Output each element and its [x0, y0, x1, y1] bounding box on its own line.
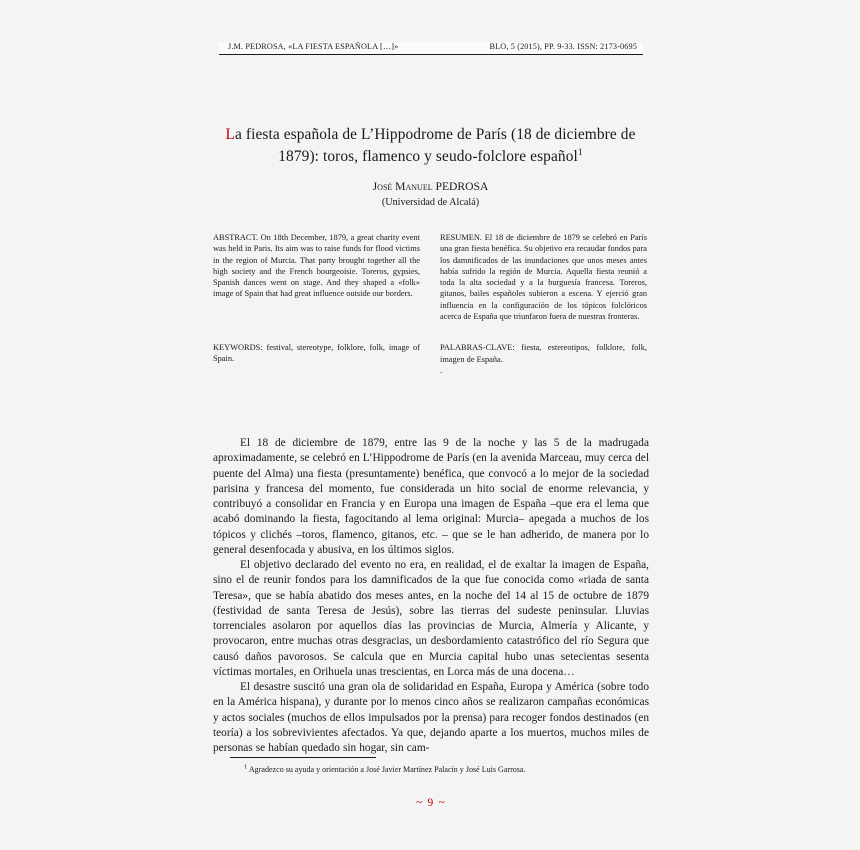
- abstract-english: [213, 232, 420, 300]
- author-affiliation: (Universidad de Alcalá): [381, 197, 480, 209]
- body-text: [213, 436, 649, 756]
- title-block: [213, 124, 648, 168]
- abstract-columns: [213, 232, 648, 376]
- body-paragraph: El objetivo declarado del evento no era, en realidad, el de exaltar la imagen de España, sino el de reunir fondos para los damnificados de la que fue conocida como «riada de santa Teresa», que se había abatido dos meses antes, en la noche del 14 al 15 de octubre de 1879 (festividad de santa Teresa de Jesús), sobre las tierras del sudeste peninsular. Lluvias torrenciales asolaron por aquellos días las provincias de Murcia, Almería y Alicante, y provocaron, entre muchas otras desgracias, un desbordamiento catastrófico del río Segura que causó daños pavorosos. Se calcula que en Murcia capital hubo unas setecientas sesenta víctimas mortales, en Orihuela unas trescientas, en Lorca más de una docena…: [213, 559, 649, 678]
- title-footnote-marker: 1: [577, 147, 583, 158]
- abstract-column-english: [213, 232, 420, 376]
- abstract-english-text: On 18th December, 1879, a great charity event was held in Paris. Its aim was to raise funds for flood victims in the region of Murcia. That party brought together all the high society and the French bourgeoisie. Toreros, gypsies, Spanish dances went on stage. And they shaped a «folk» image of Spain that had great influence outside our borders.: [213, 233, 420, 299]
- abstract-english-label: ABSTRACT.: [213, 233, 259, 242]
- abstract-spanish-label: RESUMEN.: [440, 233, 482, 242]
- abstract-column-spanish: [440, 232, 647, 376]
- keywords-english: [213, 342, 420, 365]
- footnote-separator-rule: [230, 757, 376, 758]
- footnote-number: 1: [244, 763, 248, 771]
- keywords-english-label: KEYWORDS:: [213, 342, 263, 352]
- footnote: [213, 765, 649, 776]
- keywords-spanish-text: fiesta, estereotipos, folklore, folk, imagen de España.: [440, 343, 647, 364]
- body-paragraph: El desastre suscitó una gran ola de solidaridad en España, Europa y América (sobre todo en la América hispana), y durante por lo menos cinco años se realizaron campañas económicas y actos sociales (muchos de ellos impulsados por la prensa) para recoger fondos destinados (en teoría) a los sobrevivientes afectados. Ya que, dejando aparte a los muertos, muchos miles de personas se habían quedado sin hogar, sin cam-: [213, 681, 649, 754]
- title-dropcap: L: [225, 126, 235, 143]
- abstract-spanish-text: El 18 de diciembre de 1879 se celebró en París una gran fiesta benéfica. Su objetivo era recaudar fondos para los damnificados de las inundaciones que unos meses antes había sufrido la región de Murcia. Aquella fiesta reunió a toda la alta sociedad y a la burguesía francesa. Toreros, gitanos, bailes españoles subieron a escena. Y ejerció gran influencia en la configuración de los tópicos folclóricos acerca de España que triunfaron fuera de nuestras fronteras.: [440, 233, 647, 322]
- running-head-left: J.M. PEDROSA, «LA FIESTA ESPAÑOLA […]»: [228, 42, 399, 51]
- title-text: a fiesta española de L’Hippodrome de París (18 de diciembre de 1879): toros, flamenco y seudo-folclore español: [234, 126, 636, 165]
- keywords-spanish-stray-mark: .: [440, 365, 443, 375]
- keywords-english-text: festival, stereotype, folklore, folk, image of Spain.: [213, 342, 420, 364]
- abstract-spanish: [440, 232, 647, 322]
- author-block: [213, 178, 648, 211]
- page-number: ~ 9 ~: [416, 797, 446, 809]
- keywords-spanish: [440, 342, 647, 365]
- page-title: [213, 124, 648, 168]
- author-name: José Manuel PEDROSA: [372, 180, 489, 193]
- footnote-text: Agradezco su ayuda y orientación a José Javier Martínez Palacín y José Luis Garrosa.: [248, 765, 526, 774]
- keywords-spanish-label: PALABRAS-CLAVE:: [440, 343, 515, 353]
- running-head-right: BLO, 5 (2015), PP. 9-33. ISSN: 2173-0695: [489, 42, 637, 51]
- running-head: [219, 42, 643, 55]
- footnote-area: [213, 757, 649, 776]
- body-paragraph: El 18 de diciembre de 1879, entre las 9 de la noche y las 5 de la madrugada aproximadamente, se celebró en L’Hippodrome de París (en la avenida Marceau, muy cerca del puente del Alma) una fiesta (presuntamente) benéfica, que convocó a lo mejor de la sociedad parisina y francesa del momento, fue considerada un hito social de enorme relevancia, y contribuyó a consolidar en Francia y en Europa una imagen de España –que era el lema que acabó dominando la fiesta, fagocitando al lema original: Murcia– apegada a muchos de los tópicos y clichés –toros, flamenco, gitanos, etc. – que se le han adherido, de manera por lo general desenfocada y abusiva, en los últimos siglos.: [213, 437, 649, 556]
